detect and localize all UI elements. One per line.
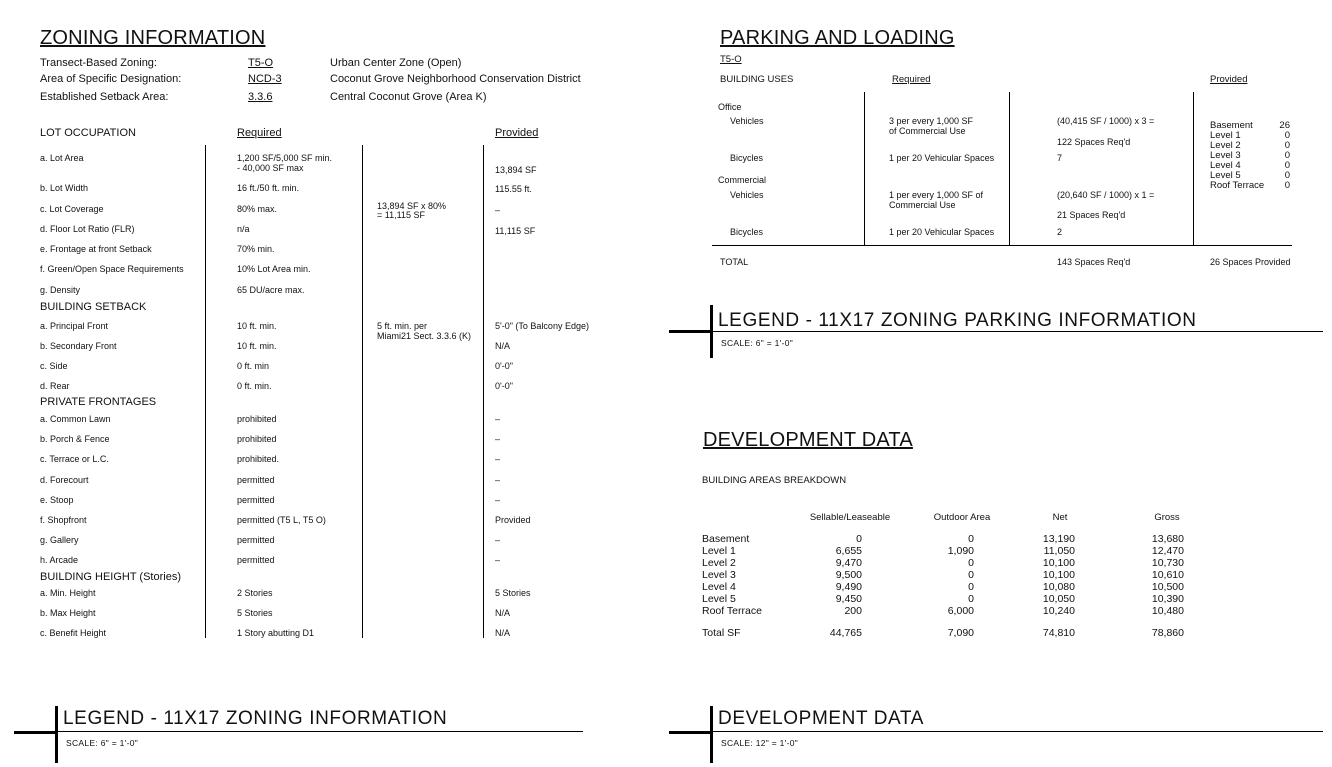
table-row [702,605,1202,617]
cell-net: 10,240 [1042,605,1075,617]
total-net: 74,810 [1042,627,1075,639]
table-row-label: c. Benefit Height [40,628,107,638]
level-value: 26 [1279,120,1290,131]
cell-sellable: 200 [844,605,862,617]
cell-outdoor: 6,000 [947,605,974,617]
parking-cell-required: Commercial Use [889,200,956,210]
level-name: Level 1 [1210,130,1241,141]
table-cell-provided: – [495,475,501,485]
level-value: 0 [1284,180,1290,191]
table-cell-provided: – [495,205,501,215]
table-cell-provided: – [495,555,501,565]
row-name: Level 5 [702,593,736,605]
cell-outdoor: 0 [968,557,974,569]
total-row [702,627,1202,639]
zoning-info-label: Established Setback Area: [40,91,169,103]
parking-row-label: Bicycles [730,153,764,163]
table-row-label: f. Shopfront [40,515,87,525]
parking-cell-calc: 7 [1057,153,1063,163]
table-cell-calc: 5 ft. min. per [377,321,428,331]
frontages-heading: PRIVATE FRONTAGES [40,396,157,408]
table-cell-required: 80% max. [237,204,278,214]
zoning-info-label: Transect-Based Zoning: [40,57,157,69]
total-gross: 78,860 [1151,627,1184,639]
row-name: Roof Terrace [702,605,762,617]
cell-sellable: 9,490 [835,581,862,593]
table-row-label: g. Density [40,285,81,295]
table-cell-required: 10 ft. min. [237,321,277,331]
table-cell-calc: 13,894 SF x 80% [377,201,447,211]
parking-row-label: Vehicles [730,116,764,126]
level-value: 0 [1284,140,1290,151]
table-cell-provided: 115.55 ft. [495,184,532,194]
table-cell-required: 70% min. [237,244,275,254]
cell-gross: 10,730 [1151,557,1184,569]
cell-sellable: 9,470 [835,557,862,569]
lot-occupation-heading: LOT OCCUPATION [40,127,136,139]
total-outdoor: 7,090 [947,627,974,639]
row-name: Level 2 [702,557,736,569]
table-row [702,593,1202,605]
table-cell-required: 0 ft. min [237,361,270,371]
table-row-label: c. Terrace or L.C. [40,454,109,464]
table-row-label: e. Frontage at front Setback [40,244,152,254]
cell-gross: 12,470 [1151,545,1184,557]
table-cell-required: permitted [237,555,275,565]
parking-zone: T5-O [720,54,742,65]
cell-net: 11,050 [1043,545,1075,557]
column-header: Sellable/Leaseable [809,512,891,523]
cell-gross: 10,390 [1151,593,1184,605]
parking-provided-heading: Provided [1210,74,1248,85]
total-sellable: 44,765 [829,627,862,639]
level-name: Level 5 [1210,170,1241,181]
table-cell-provided: 0'-0" [495,361,513,371]
development-title: DEVELOPMENT DATA [703,429,913,451]
level-value: 0 [1284,170,1290,181]
parking-cell-calc: 2 [1057,227,1063,237]
parking-total-required: 143 Spaces Req'd [1057,257,1131,267]
total-label: Total SF [702,627,741,639]
development-legend-scale: SCALE: 12" = 1'-0" [721,738,799,748]
building-uses-heading: BUILDING USES [720,74,794,85]
table-cell-provided: N/A [495,608,511,618]
table-cell-provided: N/A [495,341,511,351]
table-row-label: e. Stoop [40,495,74,505]
table-row-label: a. Common Lawn [40,414,111,424]
row-name: Level 3 [702,569,736,581]
zoning-info-desc: Coconut Grove Neighborhood Conservation District [330,73,581,85]
development-legend-title: DEVELOPMENT DATA [718,708,924,729]
cell-sellable: 9,450 [835,593,862,605]
cell-net: 10,080 [1042,581,1075,593]
zoning-info-desc: Urban Center Zone (Open) [330,57,462,69]
zoning-info-code: NCD-3 [248,73,282,85]
cell-sellable: 0 [856,533,862,545]
height-heading: BUILDING HEIGHT (Stories) [40,571,181,583]
table-cell-required: permitted (T5 L, T5 O) [237,515,326,525]
table-cell-provided: 11,115 SF [495,226,536,236]
zoning-info-desc: Central Coconut Grove (Area K) [330,91,487,103]
table-row-label: b. Max Height [40,608,96,618]
cell-net: 13,190 [1042,533,1075,545]
cell-net: 10,100 [1042,569,1075,581]
cell-outdoor: 0 [968,533,974,545]
parking-cell-required: of Commercial Use [889,126,966,136]
table-row-label: d. Floor Lot Ratio (FLR) [40,224,135,234]
level-name: Level 2 [1210,140,1241,151]
cell-gross: 10,610 [1151,569,1184,581]
table-cell-calc: Miami21 Sect. 3.3.6 (K) [377,331,472,341]
table-cell-required: 10 ft. min. [237,341,277,351]
parking-cell-required: 3 per every 1,000 SF [889,116,974,126]
table-cell-provided: 5'-0" (To Balcony Edge) [495,321,589,331]
parking-cell-calc: 122 Spaces Req'd [1057,137,1131,147]
table-cell-provided: – [495,454,501,464]
table-cell-provided: – [495,434,501,444]
parking-row-label: Bicycles [730,227,764,237]
level-value: 0 [1284,160,1290,171]
cell-gross: 10,480 [1151,605,1184,617]
table-cell-required: prohibited [237,414,277,424]
table-cell-required: permitted [237,495,275,505]
level-value: 0 [1284,150,1290,161]
column-header: Outdoor Area [933,512,991,523]
table-cell-provided: 0'-0" [495,381,513,391]
table-row [702,581,1202,593]
table-cell-provided: 13,894 SF [495,165,537,175]
level-name: Roof Terrace [1210,180,1265,191]
level-value: 0 [1284,130,1290,141]
table-row [702,557,1202,569]
table-cell-required: 1,200 SF/5,000 SF min. [237,153,333,163]
provided-heading: Provided [495,127,539,139]
table-cell-required: n/a [237,224,250,234]
provided-levels [1210,121,1290,191]
development-subtitle: BUILDING AREAS BREAKDOWN [702,475,847,486]
parking-row-label: Vehicles [730,190,764,200]
parking-cell-required: 1 per 20 Vehicular Spaces [889,153,995,163]
cell-sellable: 9,500 [835,569,862,581]
table-row [702,569,1202,581]
table-cell-required: permitted [237,535,275,545]
zoning-title: ZONING INFORMATION [40,27,266,49]
office-label: Office [718,102,742,112]
column-header: Gross [1154,512,1180,523]
row-name: Level 1 [702,545,736,557]
parking-cell-calc: (20,640 SF / 1000) x 1 = [1057,190,1155,200]
required-heading: Required [237,127,282,139]
table-row-label: c. Side [40,361,68,371]
cell-outdoor: 0 [968,593,974,605]
table-row [702,545,1202,557]
cell-gross: 10,500 [1151,581,1184,593]
table-cell-required: 65 DU/acre max. [237,285,305,295]
parking-legend-title: LEGEND - 11X17 ZONING PARKING INFORMATION [718,310,1197,331]
table-row [702,533,1202,545]
table-cell-required: 1 Story abutting D1 [237,628,315,638]
level-name: Basement [1210,120,1253,131]
table-cell-provided: 5 Stories [495,588,531,598]
cell-sellable: 6,655 [835,545,862,557]
table-cell-provided: N/A [495,628,511,638]
parking-title: PARKING AND LOADING [720,27,955,49]
table-cell-calc: = 11,115 SF [377,210,425,220]
cell-net: 10,100 [1042,557,1075,569]
parking-cell-calc: (40,415 SF / 1000) x 3 = [1057,116,1155,126]
table-cell-required: prohibited. [237,454,280,464]
table-cell-provided: – [495,414,501,424]
zoning-info-code: 3.3.6 [248,91,273,103]
table-cell-required: 2 Stories [237,588,273,598]
table-cell-required: permitted [237,475,275,485]
row-name: Basement [702,533,750,545]
row-name: Level 4 [702,581,736,593]
cell-outdoor: 1,090 [947,545,974,557]
table-row-label: d. Rear [40,381,70,391]
table-row-label: c. Lot Coverage [40,204,104,214]
table-cell-provided: – [495,535,501,545]
development-table [702,533,1202,617]
table-row-label: b. Porch & Fence [40,434,110,444]
cell-outdoor: 0 [968,569,974,581]
table-row-label: b. Lot Width [40,183,89,193]
table-cell-provided: – [495,495,501,505]
parking-cell-required: 1 per 20 Vehicular Spaces [889,227,995,237]
table-cell-provided: Provided [495,515,531,525]
zoning-legend-scale: SCALE: 6" = 1'-0" [66,738,139,748]
parking-total-provided: 26 Spaces Provided [1210,257,1291,267]
table-cell-required: prohibited [237,434,277,444]
table-row-label: d. Forecourt [40,475,89,485]
table-row-label: a. Principal Front [40,321,109,331]
cell-gross: 13,680 [1151,533,1184,545]
table-row-label: a. Lot Area [40,153,84,163]
table-row-label: h. Arcade [40,555,79,565]
table-row-label: a. Min. Height [40,588,96,598]
zoning-info-label: Area of Specific Designation: [40,73,182,85]
level-name: Level 4 [1210,160,1241,171]
parking-cell-calc: 21 Spaces Req'd [1057,210,1126,220]
level-name: Level 3 [1210,150,1241,161]
commercial-label: Commercial [718,175,767,185]
setback-heading: BUILDING SETBACK [40,301,147,313]
cell-net: 10,050 [1042,593,1075,605]
table-cell-required: 5 Stories [237,608,273,618]
table-row-label: b. Secondary Front [40,341,117,351]
parking-required-heading: Required [892,74,931,85]
table-cell-required: - 40,000 SF max [237,163,304,173]
parking-legend-scale: SCALE: 6" = 1'-0" [721,338,794,348]
zoning-legend-title: LEGEND - 11X17 ZONING INFORMATION [63,708,448,729]
zoning-info-code: T5-O [248,57,274,69]
table-cell-required: 16 ft./50 ft. min. [237,183,300,193]
table-cell-required: 0 ft. min. [237,381,272,391]
table-row-label: f. Green/Open Space Requirements [40,264,184,274]
parking-cell-required: 1 per every 1,000 SF of [889,190,984,200]
column-header: Net [1052,512,1068,523]
parking-total-label: TOTAL [720,257,749,267]
table-row-label: g. Gallery [40,535,79,545]
table-cell-required: 10% Lot Area min. [237,264,311,274]
cell-outdoor: 0 [968,581,974,593]
